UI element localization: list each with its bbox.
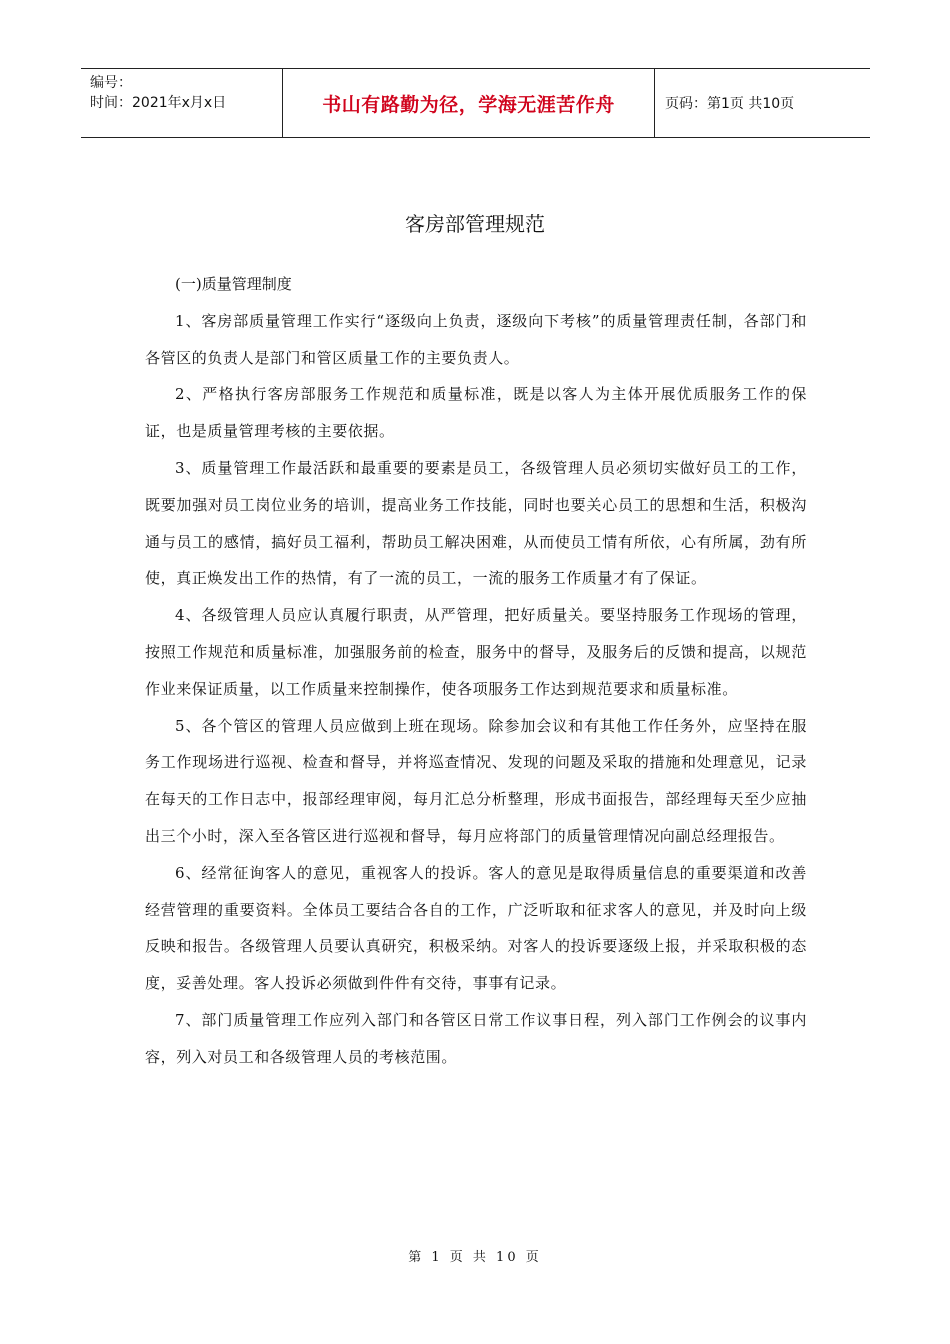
header-meta <box>81 69 282 137</box>
paragraph-6: 6、经常征询客人的意见，重视客人的投诉。客人的意见是取得质量信息的重要渠道和改善经营管理的重要资料。全体员工要结合各自的工作，广泛听取和征求客人的意见，并及时向上级反映和报告。各级管理人员要认真研究，积极采纳。对客人的投诉要逐级上报，并采取积极的态度，妥善处理。客人投诉必须做到件件有交待，事事有记录。 <box>145 863 807 993</box>
section-heading: (一)质量管理制度 <box>175 275 292 293</box>
paragraph-2: 2、严格执行客房部服务工作规范和质量标准，既是以客人为主体开展优质服务工作的保证，也是质量管理考核的主要依据。 <box>145 385 807 441</box>
paragraph-1: 1、客房部质量管理工作实行“逐级向上负责，逐级向下考核”的质量管理责任制，各部门和各管区的负责人是部门和管区质量工作的主要负责人。 <box>145 311 807 367</box>
document-title: 客房部管理规范 <box>405 212 545 236</box>
page-footer: 第 1 页 共 10 页 <box>408 1250 542 1265</box>
document-date-label: 时间：2021年x月x日 <box>90 95 227 111</box>
paragraph-5: 5、各个管区的管理人员应做到上班在现场。除参加会议和有其他工作任务外，应坚持在服务工作现场进行巡视、检查和督导，并将巡查情况、发现的问题及采取的措施和处理意见，记录在每天的工作日志中，报部经理审阅，每月汇总分析整理，形成书面报告，部经理每天至少应抽出三个小时，深入至各管区进行巡视和督导，每月应将部门的质量管理情况向副总经理报告。 <box>145 716 807 845</box>
document-body <box>145 266 807 1076</box>
paragraph-7: 7、部门质量管理工作应列入部门和各管区日常工作议事日程，列入部门工作例会的议事内容，列入对员工和各级管理人员的考核范围。 <box>145 1010 807 1066</box>
document-number-label: 编号： <box>90 75 132 91</box>
paragraph-3: 3、质量管理工作最活跃和最重要的要素是员工，各级管理人员必须切实做好员工的工作，既要加强对员工岗位业务的培训，提高业务工作技能，同时也要关心员工的思想和生活，积极沟通与员工的感情，搞好员工福利，帮助员工解决困难，从而使员工情有所依，心有所属，劲有所使，真正焕发出工作的热情，有了一流的员工，一流的服务工作质量才有了保证。 <box>145 458 807 588</box>
document-header <box>81 68 870 138</box>
paragraph-4: 4、各级管理人员应认真履行职责，从严管理，把好质量关。要坚持服务工作现场的管理，按照工作规范和质量标准，加强服务前的检查，服务中的督导，及服务后的反馈和提高，以规范作业来保证质量，以工作质量来控制操作，使各项服务工作达到规范要求和质量标准。 <box>145 606 807 698</box>
header-page-info: 页码：第1页 共10页 <box>665 96 795 112</box>
header-motto: 书山有路勤为径，学海无涯苦作舟 <box>282 69 655 137</box>
